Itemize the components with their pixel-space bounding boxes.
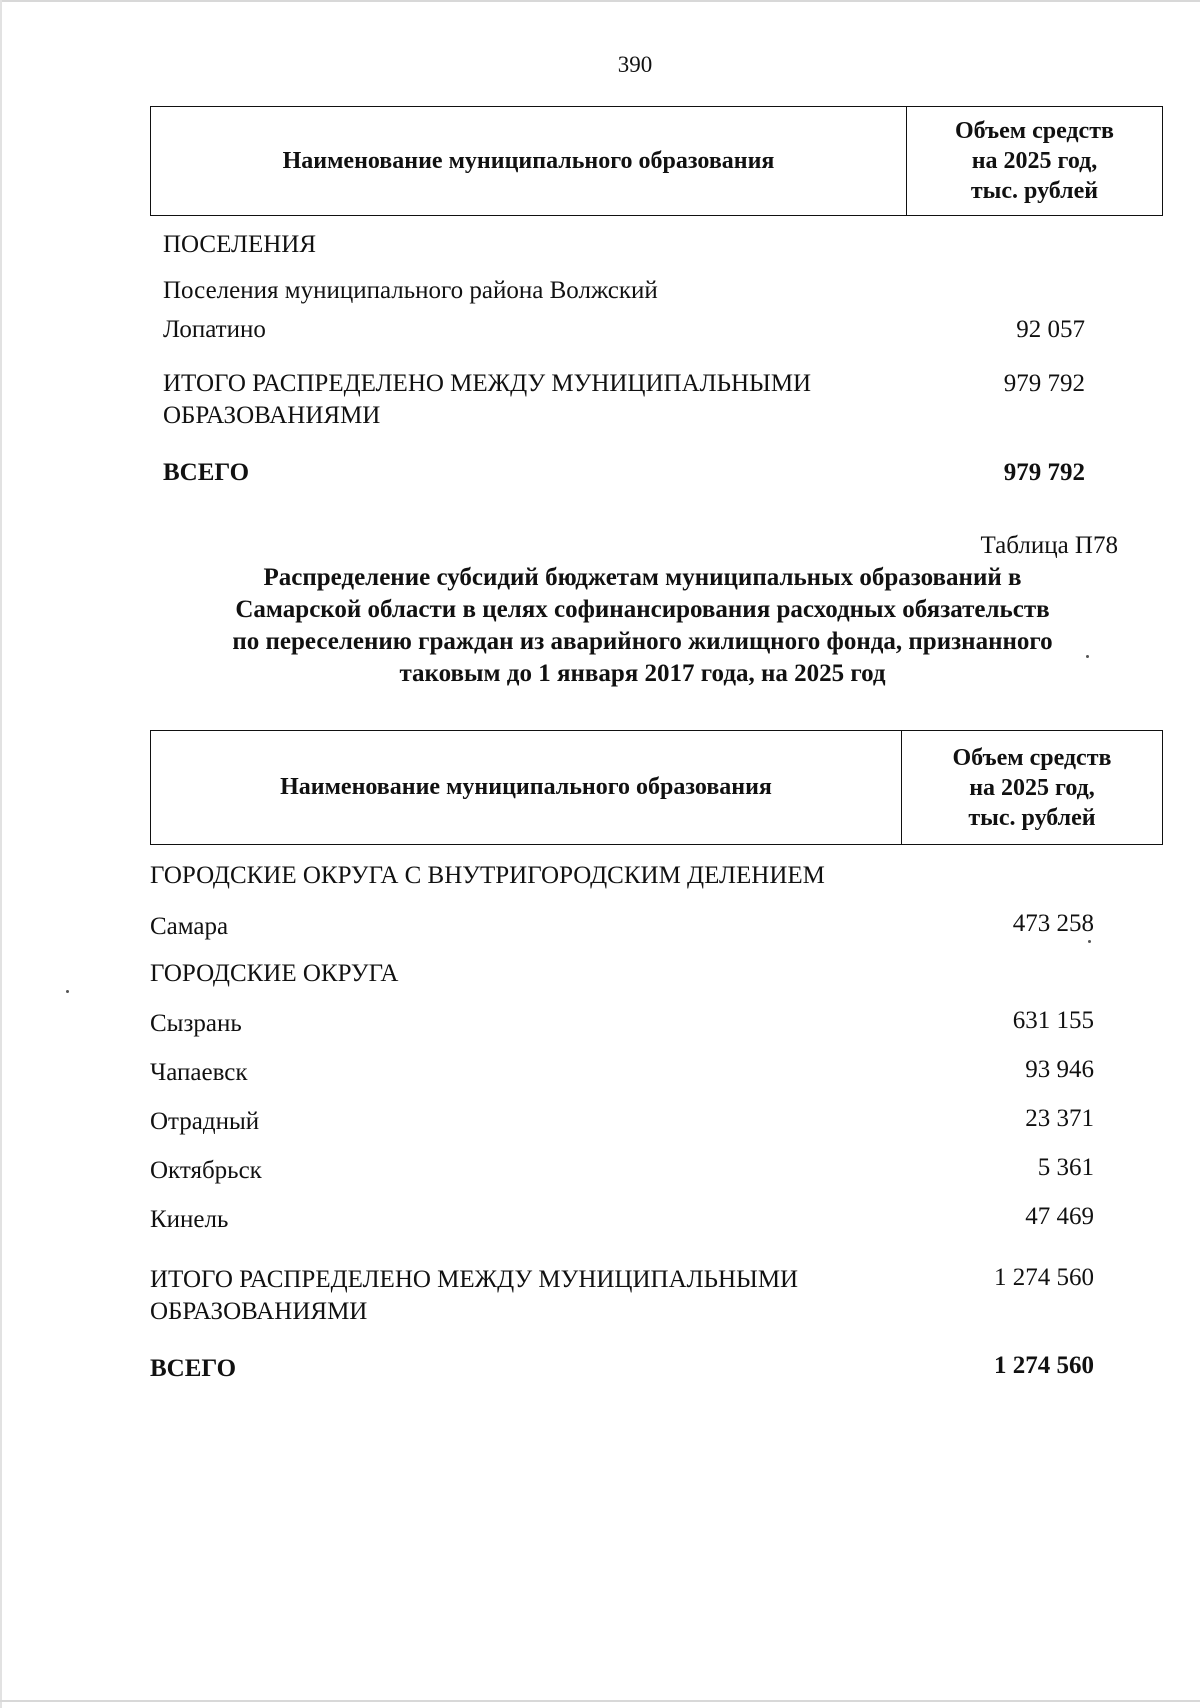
table-row-name: Отрадный xyxy=(150,1108,260,1135)
table-row-value: 631 155 xyxy=(1012,1007,1094,1034)
table2-header-value xyxy=(902,731,1162,844)
table-row-value: 93 946 xyxy=(1025,1056,1094,1083)
table2-grand-total-label: ВСЕГО xyxy=(150,1355,237,1382)
table1-grand-total-label: ВСЕГО xyxy=(163,459,250,486)
table1-section: ПОСЕЛЕНИЯ xyxy=(163,231,317,258)
label-line: ИТОГО РАСПРЕДЕЛЕНО МЕЖДУ МУНИЦИПАЛЬНЫМИ xyxy=(150,1266,799,1293)
table2-total-distributed-value: 1 274 560 xyxy=(994,1264,1094,1291)
table1-total-distributed-value: 979 792 xyxy=(1003,370,1085,397)
label-line: ОБРАЗОВАНИЯМИ xyxy=(150,1298,368,1325)
scan-speck xyxy=(1088,940,1091,943)
table-row-value: 5 361 xyxy=(1037,1154,1094,1181)
table-row-name: Чапаевск xyxy=(150,1059,248,1086)
page-number: 390 xyxy=(617,52,653,77)
title-line: Самарской области в целях софинансирования расходных обязательств xyxy=(235,596,1050,623)
title-line: Распределение субсидий бюджетам муниципальных образований в xyxy=(263,564,1022,591)
table1-header-value-line: тыс. рублей xyxy=(970,178,1099,204)
label-line: ОБРАЗОВАНИЯМИ xyxy=(163,402,381,429)
title-line: таковым до 1 января 2017 года, на 2025 год xyxy=(399,660,886,687)
table-title xyxy=(150,562,1135,690)
table2-grand-total-value: 1 274 560 xyxy=(994,1352,1094,1379)
table1-header-value-line: на 2025 год, xyxy=(971,148,1098,174)
page-edge xyxy=(0,1700,1200,1702)
table1-total-distributed-label xyxy=(163,368,811,432)
scan-speck xyxy=(66,990,69,993)
table2-section: ГОРОДСКИЕ ОКРУГА С ВНУТРИГОРОДСКИМ ДЕЛЕНИЕМ xyxy=(150,862,825,889)
table-row-name: Самара xyxy=(150,913,229,940)
table-row-value: 473 258 xyxy=(1012,910,1094,937)
page-edge xyxy=(0,0,1200,2)
table1-grand-total-value: 979 792 xyxy=(1003,459,1085,486)
table1-header-value-line: Объем средств xyxy=(955,118,1114,144)
table2-header-value-line: тыс. рублей xyxy=(968,804,1096,831)
page-edge xyxy=(0,0,2,1708)
table1-header xyxy=(150,106,1163,216)
table-row-name: Октябрьск xyxy=(150,1157,262,1184)
table2-total-distributed-label xyxy=(150,1264,798,1328)
table2-header-value-line: на 2025 год, xyxy=(969,774,1095,801)
title-line: по переселению граждан из аварийного жилищного фонда, признанного xyxy=(232,628,1053,655)
table1-subsection: Поселения муниципального района Волжский xyxy=(163,277,658,304)
table2-header-value-line: Объем средств xyxy=(952,744,1112,771)
table-row-name: Кинель xyxy=(150,1206,229,1233)
table-row-value: 23 371 xyxy=(1025,1105,1094,1132)
table-row-name: Лопатино xyxy=(163,316,266,343)
table1-header-name: Наименование муниципального образования xyxy=(151,107,907,215)
table-row-name: Сызрань xyxy=(150,1010,242,1037)
table-label: Таблица П78 xyxy=(980,532,1118,559)
table1-header-value xyxy=(907,107,1162,215)
table-row-value: 92 057 xyxy=(1016,316,1085,343)
table2-header-name: Наименование муниципального образования xyxy=(151,731,902,844)
label-line: ИТОГО РАСПРЕДЕЛЕНО МЕЖДУ МУНИЦИПАЛЬНЫМИ xyxy=(163,370,812,397)
table2-section: ГОРОДСКИЕ ОКРУГА xyxy=(150,960,399,987)
table2-header xyxy=(150,730,1163,845)
table-row-value: 47 469 xyxy=(1025,1203,1094,1230)
